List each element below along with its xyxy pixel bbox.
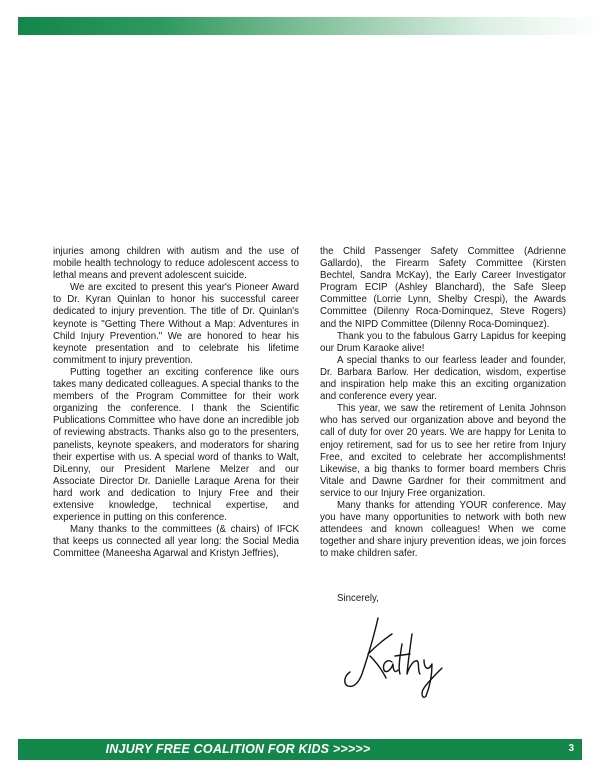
header-gradient-bar: [18, 17, 600, 35]
handwritten-signature: [332, 612, 452, 702]
letter-column-left: [53, 246, 299, 560]
paragraph: Many thanks to the committees (& chairs) of IFCK that keeps us connected all year long: the Social Media Committee (Maneesha Agarwal and Kristyn Jeffries),: [53, 524, 299, 560]
letter-column-right: [320, 246, 566, 560]
paragraph: injuries among children with autism and the use of mobile health technology to reduce adolescent access to lethal means and prevent adolescent suicide.: [53, 246, 299, 282]
paragraph: Thank you to the fabulous Garry Lapidus for keeping our Drum Karaoke alive!: [320, 330, 566, 354]
paragraph: Putting together an exciting conference like ours takes many dedicated colleagues. A special thanks to the members of the Program Committee for their work organizing the conference. I thank the Scientific Publications Committee who have done an incredible job of reviewing abstracts. Thanks also go to the presenters, panelists, keynote speakers, and moderators for sharing their expertise with us. A special word of thanks to Walt, DiLenny, our President Marlene Melzer and our Associate Director Dr. Danielle Laraque Arena for their hard work and dedication to Injury Free and their extensive knowledge, technical expertise, and experience in putting on this conference.: [53, 366, 299, 524]
closing-salutation: Sincerely,: [337, 593, 379, 604]
footer-bar: [18, 739, 582, 760]
page-number: 3: [568, 743, 574, 754]
paragraph: A special thanks to our fearless leader and founder, Dr. Barbara Barlow. Her dedication, wisdom, expertise and inspiration help make this an exciting organization and conference every year.: [320, 354, 566, 403]
paragraph: the Child Passenger Safety Committee (Adrienne Gallardo), the Firearm Safety Committee (Kirsten Bechtel, Sandra McKay), the Early Career Investigator Program ECIP (Ashley Blanchard), the Safe Sleep Committee (Lorrie Lynn, Shelby Crespi), the Awards Committee (Dilenny Roca-Dominquez, Steve Rogers) and the NIPD Committee (Dilenny Roca-Dominquez).: [320, 246, 566, 330]
paragraph: Many thanks for attending YOUR conference. May you have many opportunities to network with both new attendees and known colleagues! When we come together and share injury prevention ideas, we join forces to make children safer.: [320, 499, 566, 560]
paragraph: We are excited to present this year's Pioneer Award to Dr. Kyran Quinlan to honor his successful career dedicated to injury prevention. The title of Dr. Quinlan's keynote is "Getting There Without a Map: Adventures in Child Injury Prevention." We are honored to hear his keynote presentation and to celebrate his lifetime commitment to injury prevention.: [53, 282, 299, 366]
footer-title: INJURY FREE COALITION FOR KIDS >>>>>: [105, 742, 371, 756]
paragraph: This year, we saw the retirement of Lenita Johnson who has served our organization above and beyond the call of duty for over 20 years. We are happy for Lenita to enjoy retirement, sad for us to see her retire from Injury Free, and excited to celebrate her accomplishments! Likewise, a big thanks to former board members Chris Vitale and Dawne Gardner for their commitment and service to our Injury Free organization.: [320, 403, 566, 499]
